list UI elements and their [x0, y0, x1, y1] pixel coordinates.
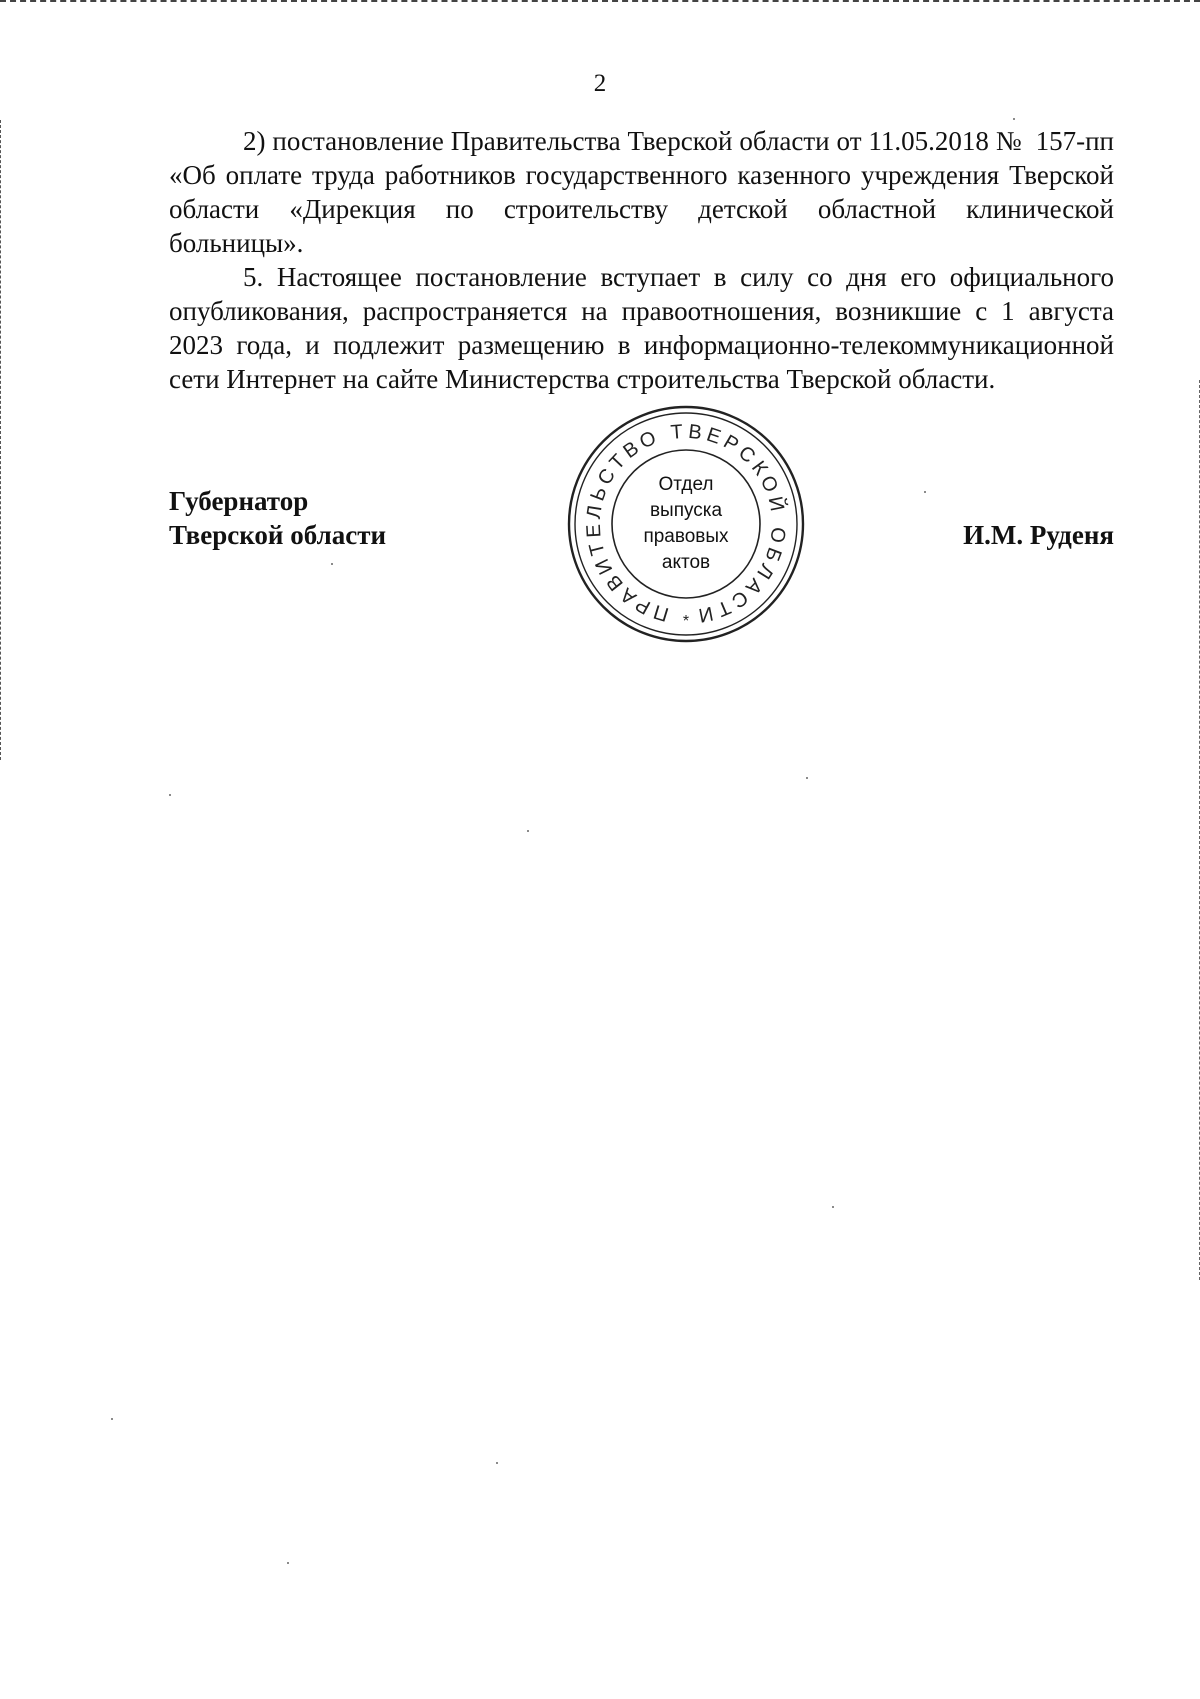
scan-top-border — [0, 0, 1200, 4]
seal-star-mark: * — [682, 613, 690, 630]
seal-center-line: Отдел — [658, 474, 714, 495]
official-seal-stamp — [566, 404, 806, 644]
page-number: 2 — [593, 70, 607, 97]
scan-speck — [496, 1462, 498, 1464]
scan-speck — [806, 777, 808, 779]
document-body — [169, 124, 1114, 396]
scan-speck — [331, 563, 333, 565]
scan-speck — [924, 491, 926, 493]
signatory-position-line2: Тверской области — [169, 520, 387, 550]
seal-center-text — [566, 404, 806, 644]
seal-ring-text: ПРАВИТЕЛЬСТВО ТВЕРСКОЙ ОБЛАСТИ — [582, 420, 790, 627]
seal-center-line: актов — [661, 552, 711, 573]
scan-speck — [111, 1418, 113, 1420]
paragraph-item-2: 2) постановление Правительства Тверской области от 11.05.2018 № 157-пп «Об оплате труда работников государственного казенного учреждения Тверской области «Дирекция по строительству детской областной клинической больницы». — [169, 126, 1114, 258]
scan-speck — [169, 794, 171, 796]
seal-center-line: правовых — [643, 526, 729, 547]
signatory-position-line1: Губернатор — [169, 486, 309, 516]
scan-speck — [527, 830, 529, 832]
scan-speck — [832, 1206, 834, 1208]
seal-center-line: выпуска — [649, 500, 723, 521]
signatory-position — [169, 484, 386, 552]
scan-left-edge — [0, 120, 3, 760]
signatory-name: И.М. Руденя — [963, 520, 1114, 550]
scan-speck — [287, 1562, 289, 1564]
scan-speck — [1013, 118, 1015, 120]
paragraph-clause-5: 5. Настоящее постановление вступает в силу со дня его официального опубликования, распространяется на правоотношения, возникшие с 1 августа 2023 года, и подлежит размещению в информационно-телекоммуникационной сети Интернет на сайте Министерства строительства Тверской области. — [169, 262, 1114, 394]
